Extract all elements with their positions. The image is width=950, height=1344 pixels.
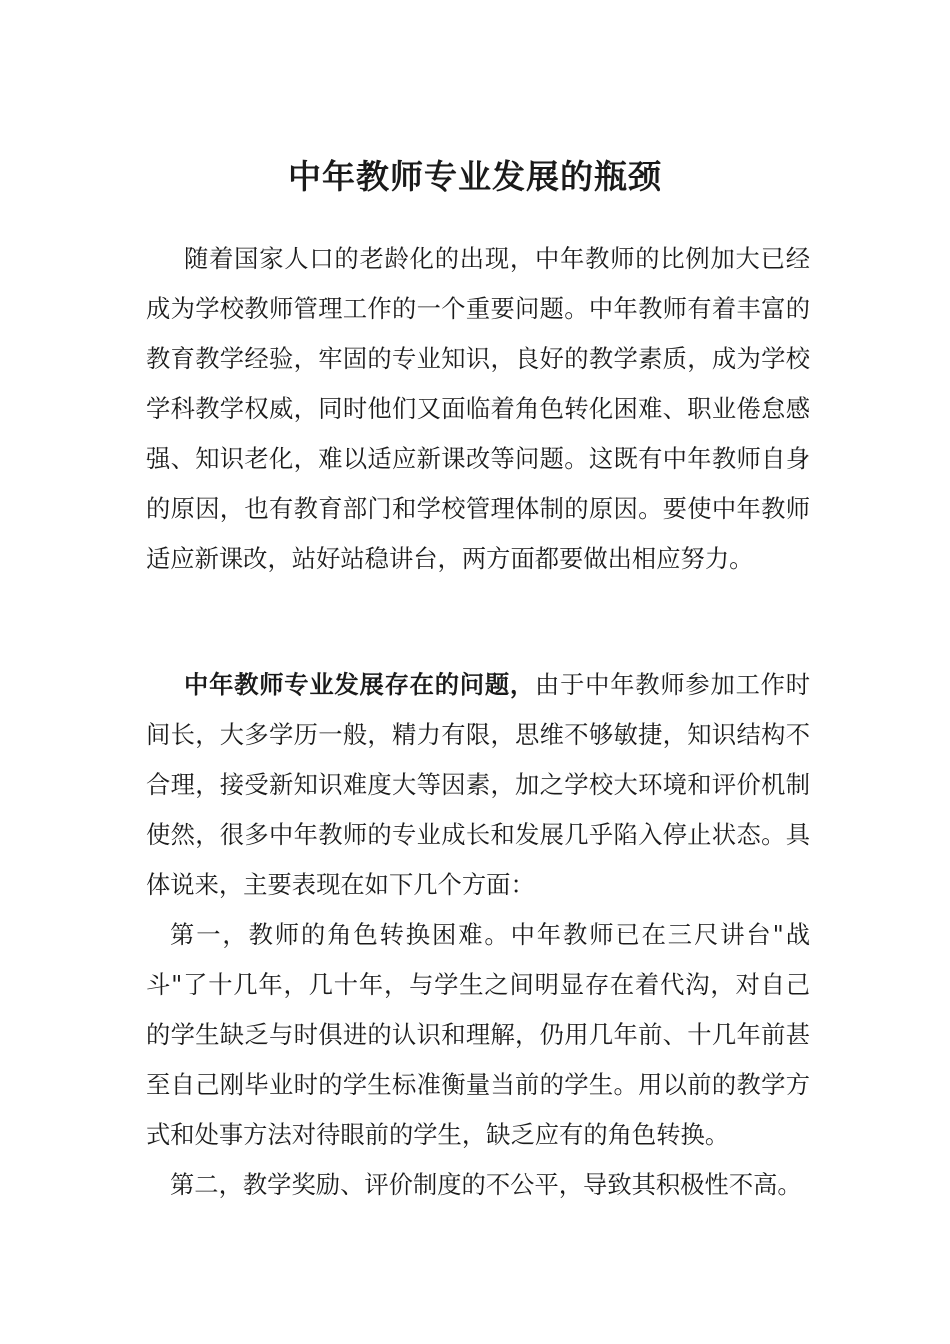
paragraph-point-two: 第二，教学奖励、评价制度的不公平，导致其积极性不高。 <box>170 1170 802 1199</box>
document-title: 中年教师专业发展的瓶颈 <box>288 157 662 196</box>
paragraph-intro: 随着国家人口的老龄化的出现，中年教师的比例加大已经成为学校教师管理工作的一个重要问题。中年教师有着丰富的教育教学经验，牢固的专业知识，良好的教学素质，成为学校学科教学权威，同时他们又面临着角色转化困难、职业倦怠感强、知识老化，难以适应新课改等问题。这既有中年教师自身的原因，也有教育部门和学校管理体制的原因。要使中年教师适应新课改，站好站稳讲台，两方面都要做出相应努力。 <box>146 244 810 573</box>
paragraph-problems-text: 由于中年教师参加工作时间长，大多学历一般，精力有限，思维不够敏捷，知识结构不合理，接受新知识难度大等因素，加之学校大环境和评价机制使然，很多中年教师的专业成长和发展几乎陷入停止状态。具体说来，主要表现在如下几个方面： <box>146 670 811 899</box>
paragraph-problems-heading: 中年教师专业发展存在的问题， <box>184 670 535 699</box>
paragraph-problems <box>146 660 810 910</box>
paragraph-point-one: 第一，教师的角色转换困难。中年教师已在三尺讲台"战斗"了十几年，几十年，与学生之间明显存在着代沟，对自己的学生缺乏与时俱进的认识和理解，仍用几年前、十几年前甚至自己刚毕业时的学生标准衡量当前的学生。用以前的教学方式和处事方法对待眼前的学生，缺乏应有的角色转换。 <box>146 920 810 1149</box>
